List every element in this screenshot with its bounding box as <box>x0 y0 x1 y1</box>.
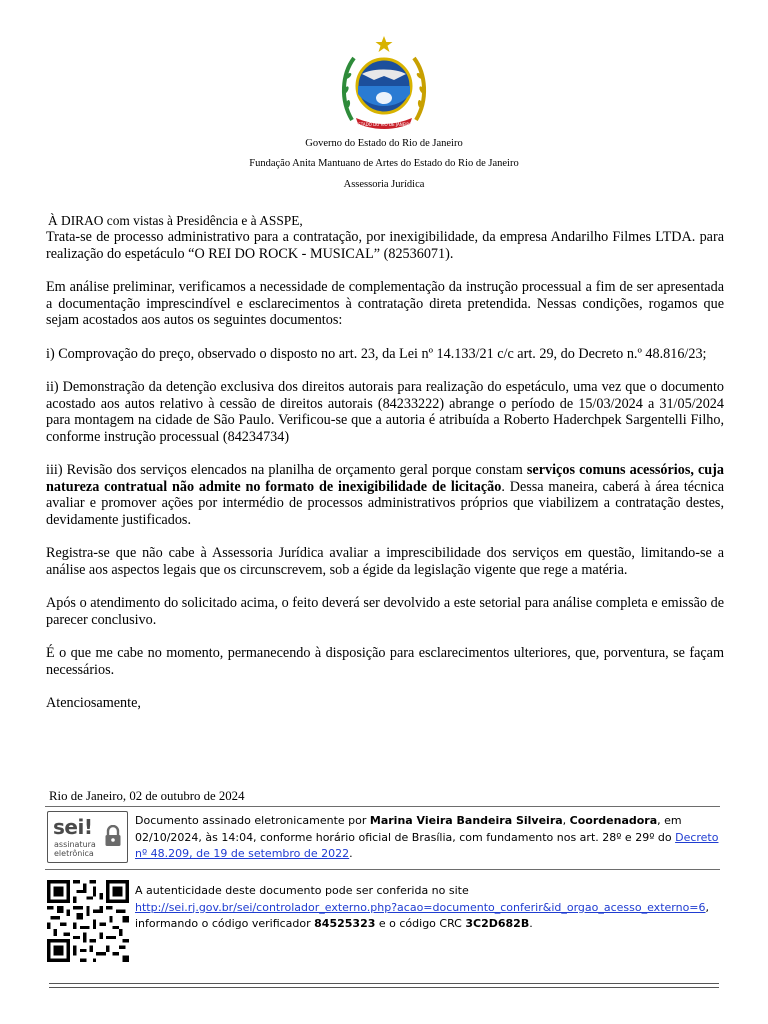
signer-name: Marina Vieira Bandeira Silveira <box>369 814 563 827</box>
crc-code: 3C2D682B <box>465 917 530 930</box>
decree-link[interactable]: Decreto nº 48.209, de 19 de setembro de 2022 <box>135 830 719 860</box>
paragraph-analysis: Em análise preliminar, verificamos a necessidade de complementação da instrução processual a fim de ser apresentada a documentação imprescindível e esclarecimentos à contratação direta pretendida. Nessas condições, rogamos que sejam acostados aos autos os seguintes documentos: <box>46 279 724 328</box>
item-services-review <box>46 462 724 528</box>
paragraph-return: Após o atendimento do solicitado acima, o feito deverá ser devolvido a este setorial para análise completa e emissão de parecer conclusivo. <box>46 595 724 628</box>
qr-code-icon <box>47 880 129 962</box>
lock-icon <box>104 825 122 847</box>
footer-rule <box>49 983 719 984</box>
closing-regards: Atenciosamente, <box>46 695 141 711</box>
auth-text-1: A autenticidade deste documento pode ser conferida no site <box>135 884 469 897</box>
state-coat-of-arms-logo <box>338 34 430 134</box>
document-body <box>46 229 724 729</box>
paragraph-intro: Trata-se de processo administrativo para a contratação, por inexigibilidade, da empresa Andarilho Filmes LTDA. para realização do espetáculo “O REI DO ROCK - MUSICAL” (82536071). <box>46 229 724 262</box>
paragraph-legal-scope: Registra-se que não cabe à Assessoria Jurídica avaliar a imprescibilidade dos serviços em questão, limitando-se a análise aos aspectos legais que os circunscrevem, sob a égide da legislação vigente que rege a matéria. <box>46 545 724 578</box>
verifier-code: 84525323 <box>314 917 376 930</box>
authenticity-statement <box>135 883 725 933</box>
auth-text-2: , informando o código verificador <box>135 900 710 930</box>
sig-text-2: , <box>562 814 570 827</box>
item3-text-after: . Dessa maneira, caberá à área técnica avaliar e promover ações por intermédio de processos administrativos próprios que viabilizem a contratação destes, devidamente justificados. <box>46 478 725 528</box>
item3-bold-text: serviços comuns acessórios, cuja natureza contratual não admite no formato de inexigibilidade de licitação <box>46 462 724 495</box>
signer-role: Coordenadora <box>569 814 658 827</box>
date-line: Rio de Janeiro, 02 de outubro de 2024 <box>49 789 245 803</box>
sei-signature-seal <box>47 811 128 863</box>
header-department: Assessoria Jurídica <box>343 179 425 190</box>
auth-text-4: . <box>529 917 533 930</box>
paragraph-closing: É o que me cabe no momento, permanecendo à disposição para esclarecimentos ulteriores, que, porventura, se façam necessários. <box>46 645 724 678</box>
sig-text-1: Documento assinado eletronicamente por <box>135 814 370 827</box>
sig-text-4: . <box>349 847 353 860</box>
sei-subtitle <box>54 840 96 858</box>
sig-text-3: , em 02/10/2024, às 14:04, conforme horário oficial de Brasília, com fundamento nos art. 28º e 29º do <box>135 814 682 844</box>
sei-sub-line1: assinatura <box>54 840 96 849</box>
divider <box>45 869 720 870</box>
crest-motto-text: ESTADO DO RIO DE JANEIRO <box>355 122 413 127</box>
auth-text-3: e o código CRC <box>375 917 466 930</box>
item-price-proof: i) Comprovação do preço, observado o disposto no art. 23, da Lei nº 14.133/21 c/c art. 29, do Decreto n.º 48.816/23; <box>46 345 707 362</box>
divider <box>45 806 720 807</box>
header-foundation: Fundação Anita Mantuano de Artes do Estado do Rio de Janeiro <box>249 158 519 169</box>
header-government: Governo do Estado do Rio de Janeiro <box>305 138 463 149</box>
verification-link[interactable]: http://sei.rj.gov.br/sei/controlador_externo.php?acao=documento_conferir&id_orgao_acesso_externo=6 <box>135 900 706 914</box>
salutation: À DIRAO com vistas à Presidência e à ASSPE, <box>48 213 303 228</box>
sei-sub-line2: eletrônica <box>54 849 94 858</box>
electronic-signature-statement <box>135 813 725 863</box>
sei-logo-text: sei! <box>53 815 93 839</box>
footer-rule <box>49 987 719 988</box>
item3-text-before: iii) Revisão dos serviços elencados na planilha de orçamento geral porque constam <box>46 462 527 478</box>
item-copyright: ii) Demonstração da detenção exclusiva dos direitos autorais para realização do espetáculo, uma vez que o documento acostado aos autos relativo à cessão de direitos autorais (84233222) abrange o período de 15/03/2024 a 31/05/2024 para montagem na cidade de São Paulo. Verificou-se que a autoria é atribuída a Roberto Haderchpek Sargentelli Filho, conforme instrução processual (84234734) <box>46 379 724 445</box>
